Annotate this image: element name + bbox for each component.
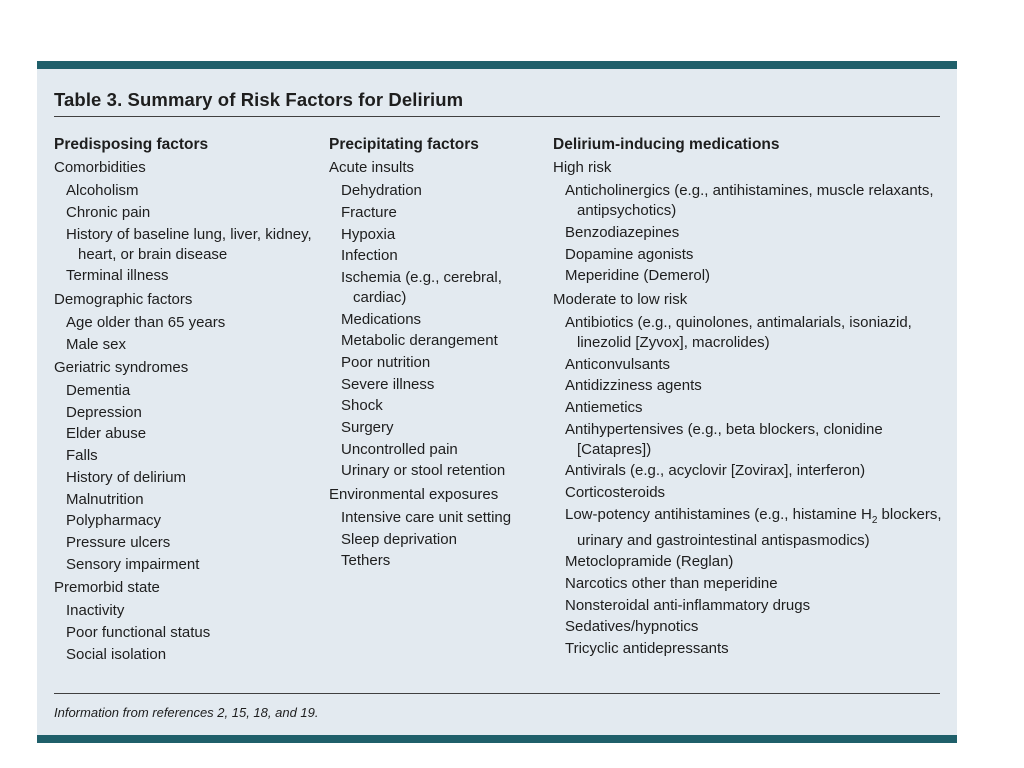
column-heading: Precipitating factors (329, 136, 479, 153)
category-label: Geriatric syndromes (54, 359, 189, 377)
risk-factor-item: Depression (66, 403, 142, 421)
risk-factor-item: Sensory impairment (66, 555, 200, 573)
risk-factor-item: Antivirals (e.g., acyclovir [Zovirax], interferon) (565, 462, 866, 480)
risk-factor-item: Malnutrition (66, 490, 144, 508)
category-label: High risk (553, 159, 612, 177)
risk-factor-item: Elder abuse (66, 425, 147, 443)
risk-factor-item: Metabolic derangement (341, 332, 498, 350)
risk-factor-item: Social isolation (66, 645, 167, 663)
risk-factor-item: Antidizziness agents (565, 377, 702, 395)
category-label: Demographic factors (54, 290, 193, 308)
risk-factor-item: History of delirium (66, 468, 187, 486)
risk-factor-item: Male sex (66, 335, 127, 353)
risk-factor-item: Antihypertensives (e.g., beta blockers, clonidine [Catapres]) (565, 420, 883, 458)
risk-factor-item: Dehydration (341, 182, 422, 200)
risk-factor-item: Shock (341, 397, 383, 415)
risk-factors-table (37, 61, 957, 743)
risk-factor-item: Corticosteroids (565, 483, 666, 501)
column-heading: Predisposing factors (54, 136, 209, 153)
risk-factor-item: Antiemetics (565, 398, 643, 416)
category-label: Environmental exposures (329, 486, 499, 504)
title-divider (54, 116, 940, 117)
risk-factor-item: Uncontrolled pain (341, 440, 458, 458)
category-label: Acute insults (329, 159, 415, 177)
category-label: Comorbidities (54, 159, 146, 177)
risk-factor-item: Pressure ulcers (66, 533, 171, 551)
risk-factor-item: Narcotics other than meperidine (565, 575, 778, 593)
risk-factor-item: Dementia (66, 382, 131, 400)
category-label: Premorbid state (54, 579, 160, 597)
risk-factor-item: Anticholinergics (e.g., antihistamines, muscle relaxants, antipsychotics) (565, 182, 934, 220)
column-predisposing (54, 133, 319, 666)
column-precipitating (329, 133, 544, 573)
risk-factor-item: Anticonvulsants (565, 355, 671, 373)
risk-factor-item: Low-potency antihistamines (e.g., histamine $H_2$ blockers, urinary and gastrointestinal antispasmodics) (565, 505, 942, 549)
table-footnote: Information from references 2, 15, 18, and 19. (54, 705, 319, 720)
risk-factor-item: Dopamine agonists (565, 245, 694, 263)
risk-factor-item: Hypoxia (341, 225, 396, 243)
risk-factor-item: Falls (66, 447, 98, 465)
risk-factor-item: Tricyclic antidepressants (565, 640, 729, 658)
category-label: Moderate to low risk (553, 290, 688, 308)
risk-factor-item: Sedatives/hypnotics (565, 618, 699, 636)
risk-factor-item: Severe illness (341, 375, 435, 393)
risk-factor-item: Surgery (341, 419, 394, 437)
risk-factor-item: Poor functional status (66, 623, 211, 641)
risk-factor-item: Terminal illness (66, 267, 169, 285)
risk-factor-item: Urinary or stool retention (341, 462, 506, 480)
risk-factor-item: Age older than 65 years (66, 313, 226, 331)
table-title: Table 3. Summary of Risk Factors for Delirium (54, 89, 464, 110)
risk-factor-item: Meperidine (Demerol) (565, 267, 711, 285)
risk-factor-item: Fracture (341, 203, 397, 221)
risk-factor-item: Intensive care unit setting (341, 509, 512, 527)
column-medications (553, 133, 948, 661)
risk-factor-item: Polypharmacy (66, 512, 162, 530)
risk-factor-item: Inactivity (66, 602, 125, 620)
risk-factor-item: Tethers (341, 552, 391, 570)
risk-factor-item: Infection (341, 247, 398, 265)
risk-factor-item: Metoclopramide (Reglan) (565, 553, 734, 571)
risk-factor-item: Benzodiazepines (565, 223, 680, 241)
risk-factor-item: Antibiotics (e.g., quinolones, antimalarials, isoniazid, linezolid [Zyvox], macrolides) (565, 313, 912, 351)
column-heading: Delirium-inducing medications (553, 136, 780, 153)
subscript-2: 2 (871, 514, 878, 526)
risk-factor-item: Medications (341, 310, 422, 328)
risk-factor-item: Chronic pain (66, 203, 151, 221)
risk-factor-item: Ischemia (e.g., cerebral, cardiac) (341, 268, 502, 306)
footer-divider (54, 693, 940, 694)
risk-factor-item: Sleep deprivation (341, 530, 457, 548)
risk-factor-item: Poor nutrition (341, 354, 431, 371)
risk-factor-item: Alcoholism (66, 182, 139, 200)
risk-factor-item: History of baseline lung, liver, kidney, heart, or brain disease (66, 225, 312, 263)
risk-factor-item: Nonsteroidal anti-inflammatory drugs (565, 596, 811, 614)
